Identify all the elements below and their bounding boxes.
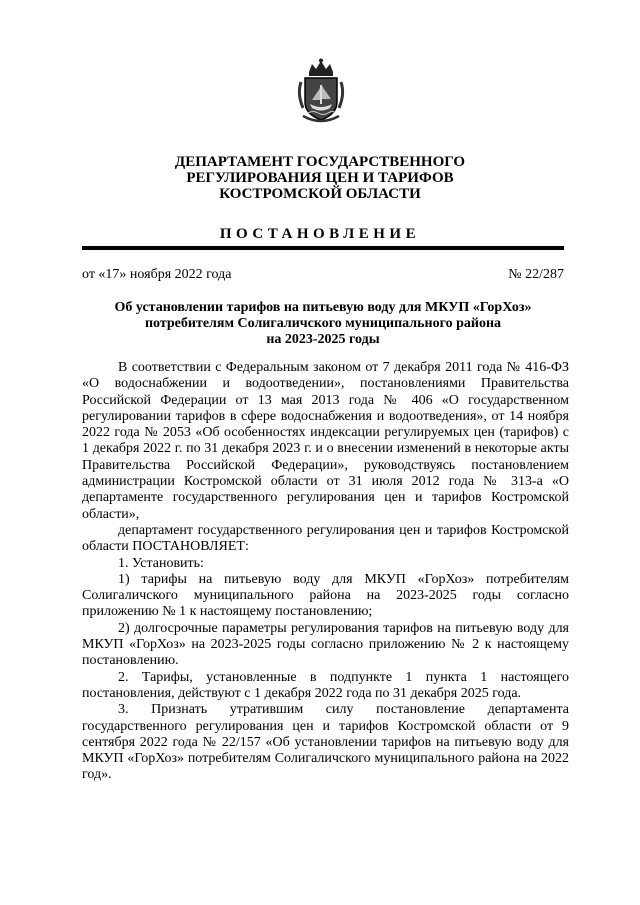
document-type-heading: ПОСТАНОВЛЕНИЕ (219, 226, 421, 242)
department-line: РЕГУЛИРОВАНИЯ ЦЕН И ТАРИФОВ (186, 170, 454, 186)
clause-1-1: 1) тарифы на питьевую воду для МКУП «ГорХоз» потребителям Солигаличского муниципального района на 2023-2025 годы согласно приложению № 1 к настоящему постановлению; (82, 571, 569, 620)
document-body (82, 360, 569, 784)
clause-3: 3. Признать утратившим силу постановление департамента государственного регулирования цен и тарифов Костромской области от 9 сентября 2022 года № 22/157 «Об установлении тарифов на питьевую воду для МКУП «ГорХоз» потребителям Солигаличского муниципального района на 2022 год». (82, 702, 569, 783)
title-line: на 2023-2025 годы (266, 332, 380, 347)
title-line: Об установлении тарифов на питьевую воду для МКУП «ГорХоз» (114, 300, 532, 315)
clause-1: 1. Установить: (118, 555, 204, 571)
resolution-paragraph: департамент государственного регулирования цен и тарифов Костромской области ПОСТАНОВЛЯЕТ: (82, 522, 569, 555)
department-line: ДЕПАРТАМЕНТ ГОСУДАРСТВЕННОГО (174, 154, 466, 170)
document-date: от «17» ноября 2022 года (82, 267, 232, 282)
clause-1-2: 2) долгосрочные параметры регулирования тарифов на питьевую воду для МКУП «ГорХоз» на 2023-2025 годы согласно приложению № 2 к настоящему постановлению. (82, 620, 569, 669)
header-divider (82, 246, 564, 250)
document-title (82, 300, 564, 348)
document-number: № 22/287 (508, 267, 564, 282)
title-line: потребителям Солигаличского муниципального района (144, 316, 502, 331)
department-name (0, 154, 640, 202)
coat-of-arms-icon (295, 58, 347, 124)
preamble-paragraph: В соответствии с Федеральным законом от 7 декабря 2011 года № 416-ФЗ «О водоснабжении и водоотведении», постановлениями Правительства Российской Федерации от 13 мая 2013 года № 406 «О государственном регулировании тарифов в сфере водоснабжения и водоотведения», от 14 ноября 2022 года № 2053 «Об особенностях индексации регулируемых цен (тарифов) с 1 декабря 2022 г. по 31 декабря 2023 г. и о внесении изменений в некоторые акты Правительства Российской Федерации», руководствуясь постановлением администрации Костромской области от 31 июля 2012 года № 313-а «О департаменте государственного регулирования цен и тарифов Костромской области», (82, 360, 569, 522)
department-line: КОСТРОМСКОЙ ОБЛАСТИ (219, 186, 421, 202)
clause-2: 2. Тарифы, установленные в подпункте 1 пункта 1 настоящего постановления, действуют с 1 декабря 2022 года по 31 декабря 2025 года. (82, 669, 569, 701)
